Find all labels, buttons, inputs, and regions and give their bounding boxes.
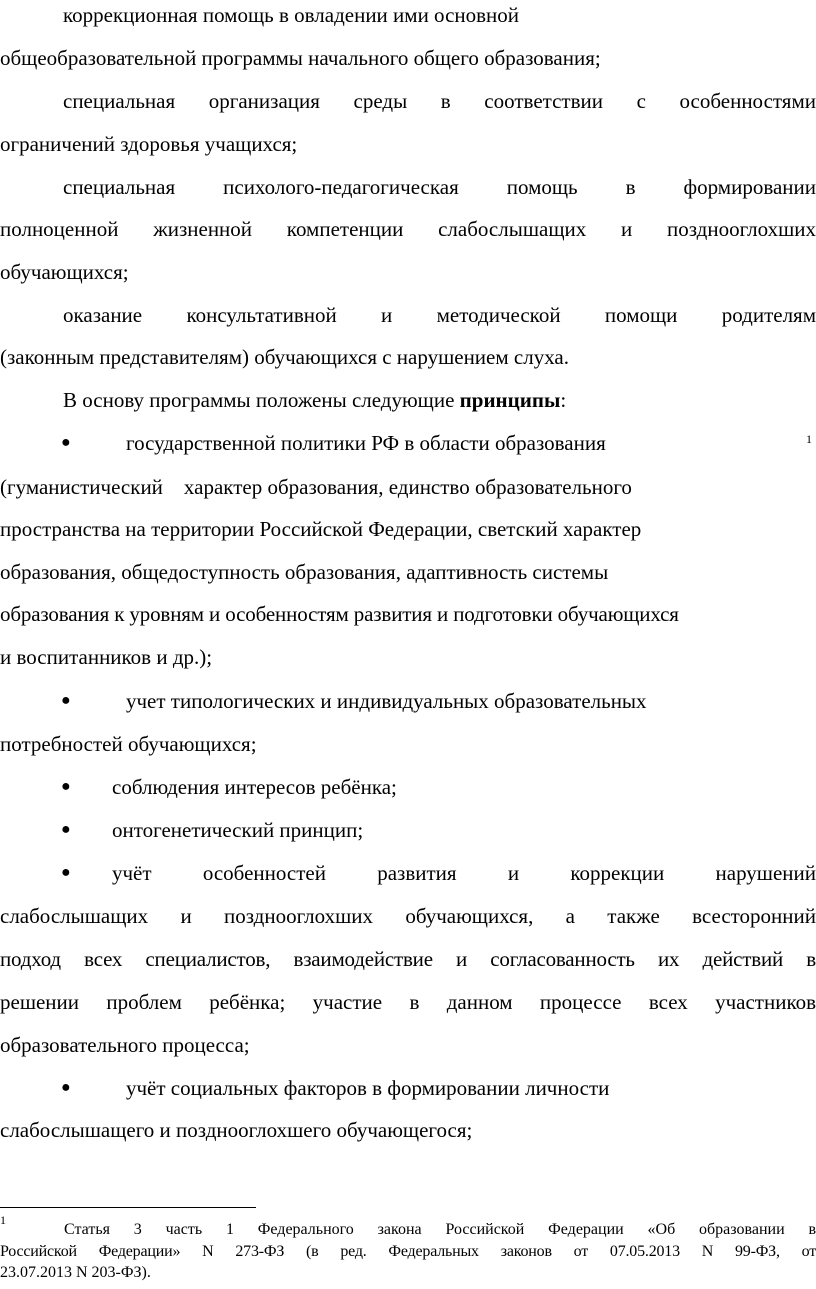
paragraph-line: и воспитанников и др.);: [0, 645, 213, 669]
paragraph-line: решении проблем ребёнка; участие в данном процессе всех участников: [0, 990, 816, 1014]
paragraph-line: общеобразовательной программы начального общего образования;: [0, 46, 601, 70]
bullet-icon: ●: [61, 864, 71, 881]
footnote-line: Статья 3 часть 1 Федерального закона Российской Федерации «Об образовании в: [64, 1221, 816, 1238]
paragraph-line: слабослышащего и позднооглохшего обучающегося;: [0, 1118, 473, 1142]
paragraph-line: подход всех специалистов, взаимодействие и согласованность их действий в: [0, 947, 816, 971]
bullet-text: онтогенетический принцип;: [112, 818, 364, 842]
bullet-icon: ●: [61, 1079, 71, 1096]
bullet-text: учёт особенностей развития и коррекции нарушений: [112, 861, 816, 885]
bullet-text: соблюдения интересов ребёнка;: [112, 775, 397, 799]
footnote-separator: [0, 1207, 256, 1208]
bullet-text: учет типологических и индивидуальных образовательных: [126, 689, 647, 713]
paragraph-line: образования, общедоступность образования, адаптивность системы: [0, 560, 609, 584]
paragraph-line: оказание консультативной и методической помощи родителям: [63, 303, 816, 327]
paragraph-line: образовательного процесса;: [0, 1033, 250, 1057]
bullet-text: государственной политики РФ в области образования: [126, 431, 606, 455]
paragraph-line: специальная организация среды в соответствии с особенностями: [63, 89, 816, 113]
paragraph-line: пространства на территории Российской Федерации, светский характер: [0, 517, 642, 541]
footnote-mark: 1: [0, 1213, 6, 1227]
footnote-reference: 1: [806, 432, 812, 446]
paragraph-line: слабослышащих и позднооглохших обучающихся, а также всесторонний: [0, 904, 816, 928]
bullet-icon: ●: [61, 821, 71, 838]
bullet-text: учёт социальных факторов в формировании личности: [126, 1076, 610, 1100]
principles-keyword: принципы: [459, 388, 561, 412]
paragraph-line: (законным представителям) обучающихся с нарушением слуха.: [0, 345, 569, 369]
footnote-line: Российской Федерации» N 273-ФЗ (в ред. Федеральных законов от 07.05.2013 N 99-ФЗ, от: [0, 1243, 816, 1260]
paragraph-line: специальная психолого-педагогическая помощь в формировании: [63, 175, 816, 199]
principles-intro-text: В основу программы положены следующие: [63, 388, 460, 412]
principles-intro: [63, 387, 816, 413]
bullet-icon: ●: [61, 692, 71, 709]
paragraph-line: коррекционная помощь в овладении ими основной: [63, 3, 520, 27]
principles-colon: :: [560, 388, 567, 412]
bullet-icon: ●: [61, 778, 71, 795]
paragraph-line: обучающихся;: [0, 260, 129, 284]
footnote-line: 23.07.2013 N 203-ФЗ).: [0, 1264, 151, 1281]
paragraph-line: полноценной жизненной компетенции слабослышащих и позднооглохших: [0, 217, 816, 241]
paragraph-line: потребностей обучающихся;: [0, 732, 257, 756]
paragraph-line: ограничений здоровья учащихся;: [0, 132, 298, 156]
paragraph-line: (гуманистический характер образования, единство образовательного: [0, 475, 632, 499]
paragraph-line: образования к уровням и особенностям развития и подготовки обучающихся: [0, 602, 679, 626]
bullet-icon: ●: [61, 434, 71, 451]
